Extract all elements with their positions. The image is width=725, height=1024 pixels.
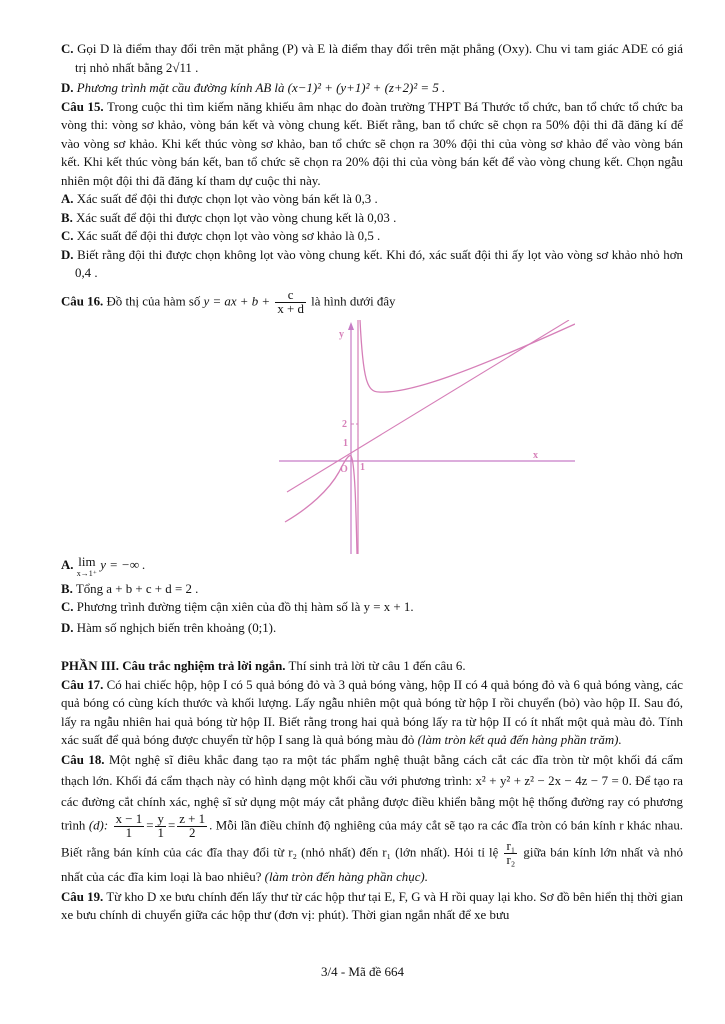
question-label: Câu 19. (61, 889, 104, 904)
question-text-suffix: là hình dưới đây (311, 293, 396, 308)
q16-option-d (61, 619, 683, 638)
question-label: Câu 15. (61, 99, 104, 114)
option-text: Xác suất để đội thi được chọn lọt vào vòng sơ khảo là 0,5 . (76, 229, 381, 243)
y-axis-label: y (339, 328, 344, 340)
question-text: Trong cuộc thi tìm kiếm năng khiếu âm nhạc do đoàn trường THPT Bá Thước tổ chức, ban tổ chức tổ chức ba vòng thi: vòng sơ khảo, vòng bán kết và vòng chung kết. Biết rằng, ban tổ chức sẽ chọn ra 50% đội thi đã đăng kí để vào vòng sơ khảo. Khi kết thúc vòng sơ khảo, ban tổ chức sẽ chọn ra 30% đội thi của vòng sơ khảo để vào vòng bán kết. Khi kết thúc vòng bán kết, ban tổ chức sẽ chọn ra 20% đội thi của vòng bán kết để vào vòng chung kết. Chọn ngẫu nhiên một đội thi đã đăng kí tham dự cuộc thi này. (61, 99, 683, 188)
option-text: Hàm số nghịch biến trên khoảng (0;1). (76, 620, 277, 635)
question-text: Một nghệ sĩ điêu khắc đang tạo ra một tác phẩm nghệ thuật bằng cách cắt các đĩa tròn từ một khối đá cẩm thạch lớn. Khối đá cẩm thạch này có hình dạng một khối cầu với phương trình: x² + y² + z² − 2x − 4z − 7 = 0. Để tạo ra các đường cắt chính xác, nghệ sĩ sử dụng một máy cắt phẳng được điều khiển bằng một hệ thống đường ray có phương trình (61, 752, 683, 832)
limit-expression (77, 556, 97, 580)
question-15 (61, 98, 683, 191)
option-text: Tổng a + b + c + d = 2 . (75, 581, 199, 596)
q15-option-a (61, 190, 683, 209)
fraction-numerator: r₁ (506, 838, 516, 853)
option-label: D. (61, 81, 74, 95)
function-fraction (275, 289, 306, 316)
exam-page (61, 40, 683, 925)
option-label: C. (61, 229, 74, 243)
question-text: Từ kho D xe bưu chính đến lấy thư từ các hộp thư tại E, F, G và H rồi quay lại kho. Sơ đồ bên hiển thị thời gian xe bưu chính di chuyển giữa các hộp thư (đơn vị: phút). Thời gian ngắn nhất để xe bưu (61, 889, 683, 922)
y-axis-arrow (348, 322, 354, 330)
question-note: (làm tròn kết quả đến hàng phần trăm). (417, 733, 622, 747)
option-label: A. (61, 192, 74, 206)
fraction-numerator: y (157, 811, 164, 826)
question-label: Câu 17. (61, 677, 104, 692)
q15-option-d (61, 246, 683, 283)
option-label: A. (61, 557, 74, 572)
section-title: PHẦN III. Câu trắc nghiệm trả lời ngắn. (61, 659, 286, 673)
option-text: y = −∞ . (100, 557, 146, 572)
option-text: Xác suất để đội thi được chọn lọt vào vòng chung kết là 0,03 . (76, 210, 397, 225)
page-footer: 3/4 - Mã đề 664 (320, 964, 405, 979)
option-text: Xác suất để đội thi được chọn lọt vào vòng bán kết là 0,3 . (76, 192, 378, 206)
fraction-numerator: z + 1 (179, 811, 206, 826)
question-label: Câu 16. (61, 293, 104, 308)
origin-label: O (340, 463, 348, 475)
question-18: Câu 18. Một nghệ sĩ điêu khắc đang tạo ra một tác phẩm nghệ thuật bằng cách cắt các đĩa tròn từ một khối đá cẩm thạch lớn. Khối đá cẩm thạch này có hình dạng một khối cầu với phương trình: x² + y² + z² − 2x − 4z − 7 = 0. Để tạo ra các đường cắt chính xác, nghệ sĩ sử dụng một máy cắt phẳng được điều khiển bằng một hệ thống đường ray có phương trình (d): $\frac{x - 1}{1}$ = $\frac{y}{1}$ = $\frac{z + 1}{2}$ . Mỗi lần điều chỉnh độ nghiêng của máy cắt sẽ tạo ra các đĩa tròn có bán kính r khác nhau. Biết rằng bán kính của các đĩa thay đổi từ r₂ (nhỏ nhất) đến r₁ (lớn nhất). Hỏi tỉ lệ $\frac{\text{r₁}}{\text{r₂}}$ giữa bán kính lớn nhất và nhỏ nhất của các đĩa kim loại là bao nhiêu? (làm tròn đến hàng phần chục). (61, 752, 683, 884)
q16-option-a (61, 556, 683, 580)
fraction-denominator: x + d (277, 301, 304, 316)
line-fraction-x (114, 813, 145, 840)
fraction-denominator: 1 (157, 825, 164, 840)
option-text: Phương trình mặt cầu đường kính AB là (x−1)² + (y+1)² + (z+2)² = 5 . (76, 81, 446, 95)
question-16 (61, 289, 683, 316)
fraction-numerator: x − 1 (115, 811, 143, 826)
question-17 (61, 676, 683, 750)
q14-option-c (61, 40, 683, 77)
part-3-heading (61, 657, 683, 676)
function-expression: y = ax + b + (203, 293, 271, 308)
option-text: Biết rằng đội thi được chọn không lọt vào vòng chung kết. Khi đó, xác suất đội thi ấy lọt vào vòng sơ khảo nhỏ hơn 0,4 . (75, 247, 683, 280)
function-graph (279, 320, 575, 554)
tick-y-1: 1 (343, 437, 348, 449)
option-label: D. (61, 620, 74, 635)
fraction-denominator: 1 (125, 825, 133, 840)
option-label: B. (61, 210, 73, 225)
q16-option-b (61, 580, 683, 599)
q15-option-b (61, 209, 683, 228)
question-19 (61, 888, 683, 925)
q16-option-c (61, 598, 683, 617)
question-note: (làm tròn đến hàng phần chục). (264, 869, 428, 884)
fraction-denominator: 2 (188, 825, 196, 840)
q15-option-c (61, 227, 683, 246)
line-name: (d): (88, 817, 109, 832)
question-text-2: . Mỗi lần điều chỉnh độ nghiêng của máy cắt sẽ tạo ra các đĩa tròn có bán kính r khác nhau. Biết rằng bán kính của các đĩa thay đổi từ r₂ (nhỏ nhất) đến r₁ (lớn nhất). Hỏi tỉ lệ (61, 817, 683, 859)
question-text: Có hai chiếc hộp, hộp I có 5 quả bóng đỏ và 3 quả bóng vàng, hộp II có 4 quả bóng đỏ và 6 quả bóng vàng, các quả bóng có cùng kích thước và khối lượng. Lấy ngẫu nhiên một quả bóng từ hộp I rồi chuyển (bỏ) vào hộp II. Sau đó, lấy ra ngẫu nhiên hai quả bóng từ hộp II. Biết rằng trong hai quả bóng lấy ra từ hộp II có ít nhất một quả màu đỏ. Tính xác suất để quả bóng được chuyển từ hộp I sang là quả bóng màu đỏ (61, 677, 683, 747)
fraction-denominator: r₂ (506, 852, 516, 867)
graph-svg (279, 320, 575, 554)
ratio-fraction (504, 840, 517, 867)
line-fraction-z (177, 813, 207, 840)
x-axis-label: x (533, 449, 538, 461)
question-text-3: giữa bán kính lớn nhất và nhỏ nhất của các đĩa kim loại là bao nhiêu? (61, 844, 683, 884)
option-label: B. (61, 581, 73, 596)
tick-x-1: 1 (360, 461, 365, 473)
option-label: D. (61, 247, 74, 262)
section-instruction: Thí sinh trả lời từ câu 1 đến câu 6. (288, 659, 466, 673)
limit-subscript: x→1⁺ (76, 568, 98, 578)
line-fraction-y (155, 813, 165, 840)
option-text: Phương trình đường tiệm cận xiên của đồ thị hàm số là y = x + 1. (76, 600, 414, 614)
option-label: C. (61, 600, 74, 614)
q14-option-d (61, 79, 683, 98)
question-text: Đồ thị của hàm số (106, 293, 201, 308)
option-text: Gọi D là điểm thay đổi trên mặt phẳng (P) và E là điểm thay đổi trên mặt phẳng (Oxy). Chu vi tam giác ADE có giá trị nhỏ nhất bằng 2√11 . (75, 42, 683, 75)
tick-y-2: 2 (342, 418, 347, 430)
fraction-numerator: c (275, 289, 306, 303)
question-label: Câu 18. (61, 752, 105, 767)
limit-symbol: lim (78, 554, 96, 569)
option-label: C. (61, 42, 74, 56)
